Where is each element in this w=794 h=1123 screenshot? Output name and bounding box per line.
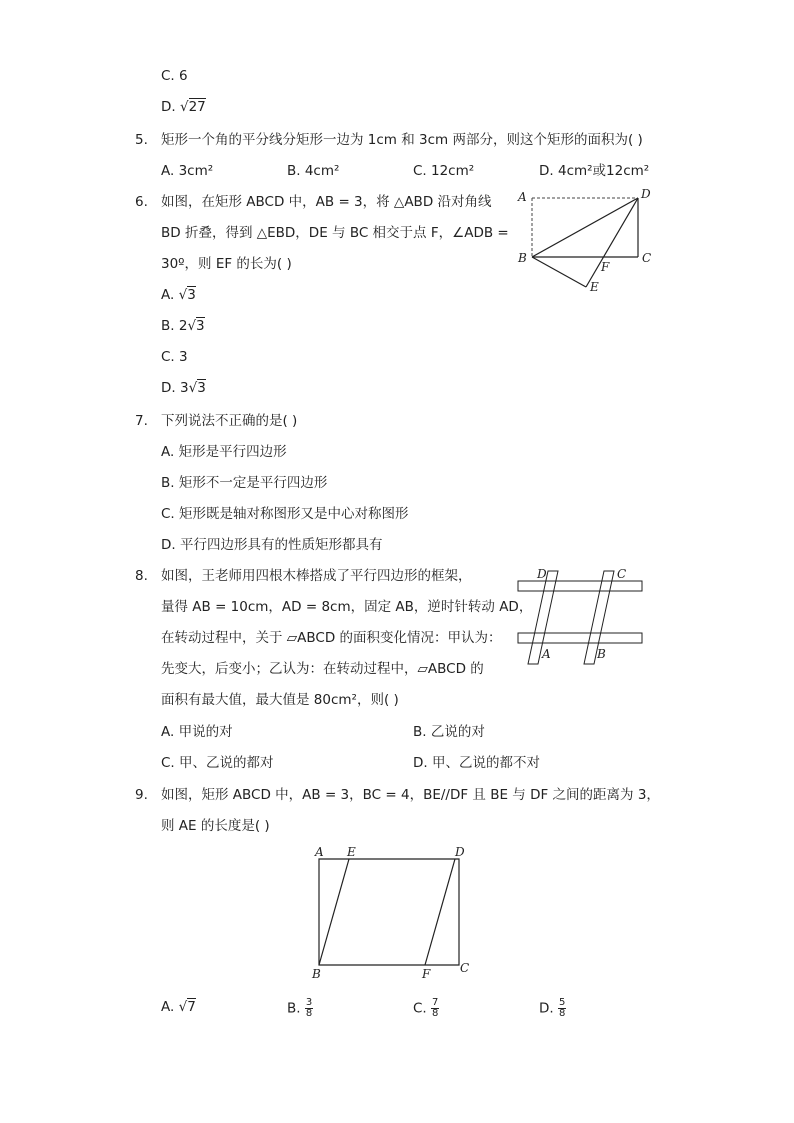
q7-option-c: C. 矩形既是轴对称图形又是中心对称图形: [161, 506, 409, 522]
q9-option-b-numerator: 3: [305, 997, 313, 1008]
q6-edge-ed: [586, 198, 638, 287]
q8-stem-line1: 如图，王老师用四根木棒搭成了平行四边形的框架，: [161, 568, 472, 584]
q6-figure: [510, 184, 660, 294]
q5-stem: 矩形一个角的平分线分矩形一边为 1cm 和 3cm 两部分，则这个矩形的面积为( ): [161, 132, 643, 148]
q9-option-b-denominator: 8: [305, 1008, 313, 1019]
q6-option-b-radicand: 3: [196, 318, 205, 334]
q5-option-b: B. 4cm²: [287, 163, 340, 179]
q6-label-f: F: [601, 260, 610, 274]
q9-option-d-prefix: D.: [539, 1000, 558, 1017]
q6-label-b: B: [518, 251, 527, 265]
q6-option-b: B. 2√3: [161, 318, 205, 334]
q4-option-c: C. 6: [161, 68, 188, 84]
q8-label-b: B: [597, 647, 606, 661]
q9-option-c-prefix: C.: [413, 1000, 432, 1017]
q9-number: 9.: [135, 787, 148, 803]
q9-label-e: E: [347, 845, 356, 859]
q6-option-a-radicand: 3: [187, 287, 196, 303]
q8-option-a: A. 甲说的对: [161, 724, 233, 740]
q9-label-f: F: [422, 967, 431, 981]
q9-option-d: [539, 998, 566, 1019]
q8-option-d: D. 甲、乙说的都不对: [413, 755, 540, 771]
q9-label-d: D: [455, 845, 465, 859]
q6-option-c: C. 3: [161, 349, 188, 365]
q7-option-a: A. 矩形是平行四边形: [161, 444, 287, 460]
q8-figure: [510, 563, 650, 673]
q9-option-b-fraction: [305, 998, 313, 1019]
q8-number: 8.: [135, 568, 148, 584]
q9-option-c: [413, 998, 439, 1019]
q9-option-a-radicand: 7: [187, 999, 196, 1015]
q6-stem-line3: 30º，则 EF 的长为( ): [161, 256, 292, 272]
q6-option-d: D. 3√3: [161, 380, 206, 396]
q6-stem-line2: BD 折叠，得到 △EBD，DE 与 BC 相交于点 F，∠ADB =: [161, 225, 509, 241]
q7-stem: 下列说法不正确的是( ): [161, 413, 298, 429]
q8-stem-line5: 面积有最大值，最大值是 80cm²，则( ): [161, 692, 399, 708]
q7-number: 7.: [135, 413, 148, 429]
q6-option-a-prefix: A.: [161, 287, 179, 303]
q8-option-b: B. 乙说的对: [413, 724, 485, 740]
q7-option-b: B. 矩形不一定是平行四边形: [161, 475, 328, 491]
q9-rectangle-abcd: [319, 859, 459, 965]
q8-label-a: A: [542, 647, 551, 661]
q6-edge-be: [532, 257, 586, 287]
q9-option-a-prefix: A.: [161, 999, 179, 1015]
q9-label-b: B: [312, 967, 321, 981]
q6-number: 6.: [135, 194, 148, 210]
q8-stem-line2: 量得 AB = 10cm，AD = 8cm，固定 AB，逆时针转动 AD，: [161, 599, 533, 615]
q9-option-d-denominator: 8: [558, 1008, 566, 1019]
q9-option-b-prefix: B.: [287, 1000, 305, 1017]
q6-stem-line1: 如图，在矩形 ABCD 中，AB = 3，将 △ABD 沿对角线: [161, 194, 492, 210]
q9-option-c-denominator: 8: [432, 1008, 439, 1019]
q6-option-b-prefix: B. 2: [161, 318, 188, 334]
q9-label-a: A: [315, 845, 324, 859]
q8-option-c: C. 甲、乙说的都对: [161, 755, 274, 771]
q6-label-e: E: [590, 280, 599, 294]
q9-option-c-numerator: 7: [432, 997, 439, 1008]
q6-option-d-radicand: 3: [197, 380, 206, 396]
q8-stem-line4: 先变大，后变小；乙认为：在转动过程中，▱ABCD 的: [161, 661, 484, 677]
q5-option-a: A. 3cm²: [161, 163, 214, 179]
q4-option-d-radicand: 27: [188, 99, 206, 115]
q5-number: 5.: [135, 132, 148, 148]
q6-label-c: C: [642, 251, 652, 265]
q9-option-a: A. √7: [161, 999, 196, 1015]
q6-option-d-prefix: D. 3: [161, 380, 189, 396]
q8-stem-line3: 在转动过程中，关于 ▱ABCD 的面积变化情况：甲认为：: [161, 630, 502, 646]
q9-stem-line2: 则 AE 的长度是( ): [161, 818, 270, 834]
q6-diagonal-bd: [532, 198, 638, 257]
q5-option-c: C. 12cm²: [413, 163, 475, 179]
q9-stem-line1: 如图，矩形 ABCD 中，AB = 3，BC = 4，BE//DF 且 BE 与 DF 之间的距离为 3，: [161, 787, 660, 803]
q4-option-d: D. √27: [161, 99, 206, 115]
q9-option-b: [287, 998, 313, 1019]
q9-figure: [305, 842, 480, 982]
q9-option-d-fraction: [558, 998, 566, 1019]
q5-option-d: D. 4cm²或12cm²: [539, 163, 650, 179]
q9-option-d-numerator: 5: [558, 997, 566, 1008]
q9-label-c: C: [460, 961, 470, 975]
q6-label-a: A: [518, 190, 527, 204]
q8-stick-ab: [518, 633, 642, 643]
q8-stick-dc: [518, 581, 642, 591]
q9-option-c-fraction: [431, 998, 439, 1019]
q8-label-c: C: [617, 567, 627, 581]
q9-segment-fd: [425, 859, 455, 965]
q7-option-d: D. 平行四边形具有的性质矩形都具有: [161, 537, 383, 553]
q6-label-d: D: [641, 187, 651, 201]
q8-label-d: D: [537, 567, 547, 581]
q6-option-a: A. √3: [161, 287, 196, 303]
q9-segment-be: [319, 859, 349, 965]
q4-option-d-prefix: D.: [161, 99, 180, 115]
